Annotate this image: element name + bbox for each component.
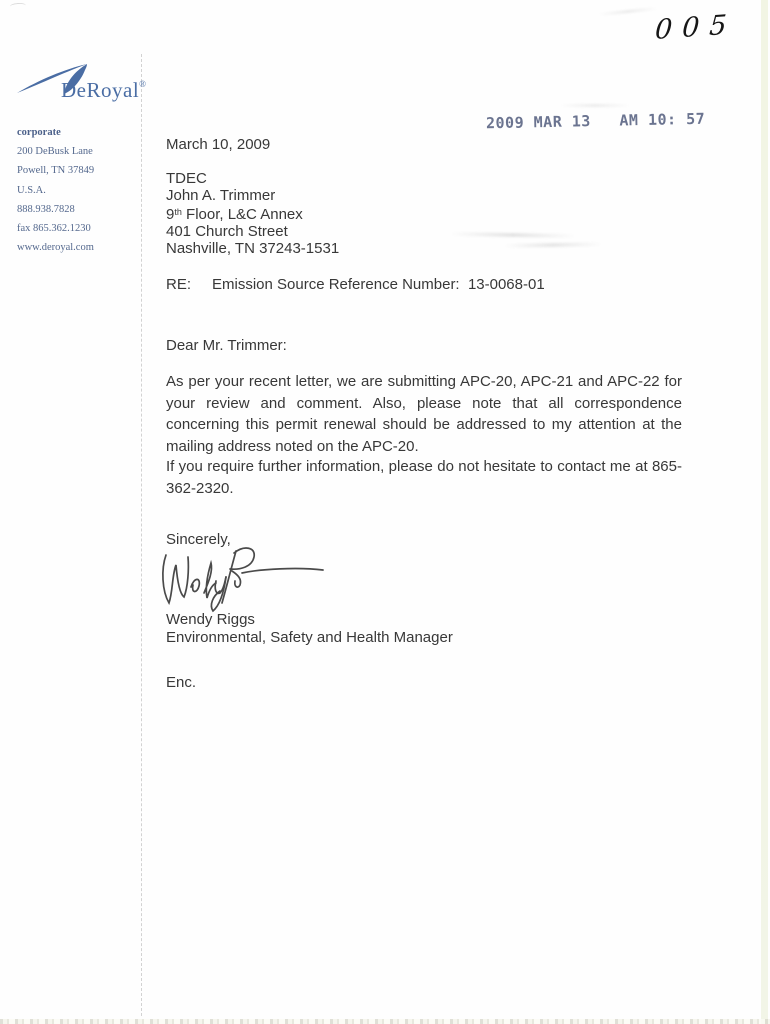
scan-edge-band-right — [761, 0, 768, 1024]
letterhead-division-label: corporate — [17, 127, 61, 138]
letterhead-address-line: fax 865.362.1230 — [17, 223, 91, 235]
scan-mark-top-left — [10, 2, 26, 9]
scan-smudge — [598, 7, 658, 16]
letterhead-address-line: 888.938.7828 — [17, 203, 75, 215]
scan-smudge — [504, 242, 602, 248]
received-date-stamp: 2009 MAR 13 AM 10: 57 — [485, 109, 706, 133]
signer-name: Wendy Riggs — [166, 611, 255, 628]
recipient-city: Nashville, TN 37243-1531 — [166, 240, 340, 257]
enclosure-note: Enc. — [166, 674, 197, 691]
letterhead-website: www.deroyal.com — [17, 242, 94, 254]
letterhead-address — [17, 123, 94, 257]
body-paragraph: As per your recent letter, we are submitting APC-20, APC-21 and APC-22 for your review and comment. Also, please note that all correspondence concerning this permit renewal should be addressed to my attention at the mailing address noted on the APC-20. — [166, 373, 682, 455]
recipient-org: TDEC — [166, 170, 207, 187]
re-label: RE: — [166, 276, 192, 293]
registered-mark-icon: ® — [139, 79, 147, 89]
handwritten-page-number: 005 — [654, 9, 738, 46]
re-line — [166, 276, 545, 293]
letterhead-address-line: Powell, TN 37849 — [17, 165, 95, 177]
salutation: Dear Mr. Trimmer: — [166, 337, 287, 354]
recipient-block — [166, 170, 339, 257]
letter-date: March 10, 2009 — [166, 136, 271, 153]
floor-ordinal: th — [174, 207, 182, 217]
scan-smudge — [450, 232, 576, 238]
re-value: Emission Source Reference Number: 13-0068-01 — [212, 276, 545, 293]
floor-rest: Floor, L&C Annex — [181, 206, 303, 223]
logo-text: DeRoyal — [61, 78, 140, 102]
signer-block — [166, 611, 453, 646]
logo-wordmark — [61, 78, 147, 103]
scan-smudge — [560, 104, 630, 107]
scan-edge-band-bottom — [0, 1019, 770, 1024]
scan-fold-line — [141, 54, 142, 1016]
recipient-street: 401 Church Street — [166, 223, 288, 240]
closing: Sincerely, — [166, 531, 231, 548]
letterhead-address-line: 200 DeBusk Lane — [17, 146, 93, 158]
letterhead-address-line: U.S.A. — [17, 184, 46, 196]
body-paragraph: If you require further information, please do not hesitate to contact me at 865-362-2320. — [166, 458, 682, 497]
handwritten-signature-icon — [158, 543, 328, 613]
recipient-name: John A. Trimmer — [166, 187, 276, 204]
floor-number: 9 — [166, 206, 175, 223]
recipient-floor — [166, 204, 339, 223]
deroyal-logo — [15, 62, 147, 104]
signer-title: Environmental, Safety and Health Manager — [166, 628, 453, 646]
